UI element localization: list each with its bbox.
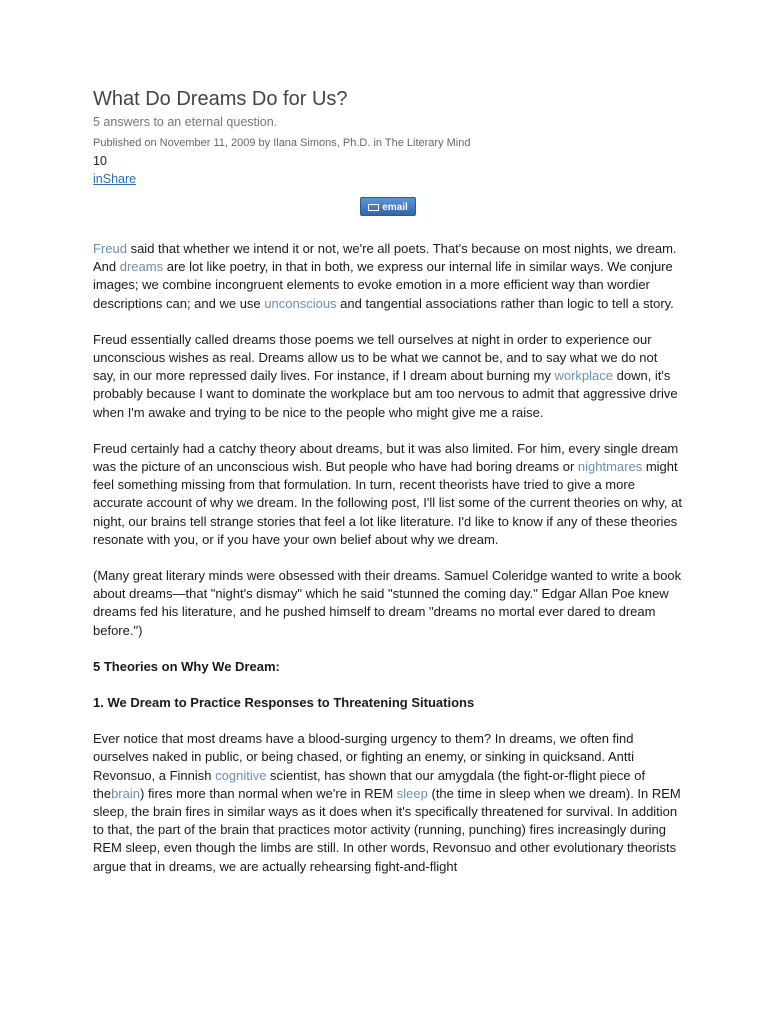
article-title: What Do Dreams Do for Us?: [93, 88, 348, 110]
article-column: [93, 86, 683, 894]
article-body: [93, 240, 683, 876]
link-brain[interactable]: brain: [111, 785, 140, 801]
article-byline: Published on November 11, 2009 by Ilana Simons, Ph.D. in The Literary Mind: [93, 137, 471, 149]
envelope-icon: [368, 204, 379, 211]
paragraph-1: Freud said that whether we intend it or not, we're all poets. That's because on most nights, we dream. And dreams are lot like poetry, in that in both, we express our internal life in similar ways. We conjure images; we combine incongruent elements to evoke emotion in a more efficient way than wordier descriptions can; and we use unconscious and tangential associations rather than logic to tell a story.: [93, 241, 677, 311]
share-count: 10: [93, 154, 107, 168]
email-button-label: email: [382, 202, 408, 213]
section-heading: 5 Theories on Why We Dream:: [93, 658, 280, 674]
link-sleep[interactable]: sleep: [396, 785, 428, 801]
paragraph-4: (Many great literary minds were obsessed with their dreams. Samuel Coleridge wanted to write a book about dreams—that "night's dismay" which he said "stunned the coming day." Edgar Allan Poe knew dreams fed his literature, and he pushed himself to dream "dreams no mortal ever dared to dream before."): [93, 568, 682, 638]
link-nightmares[interactable]: nightmares: [577, 459, 643, 475]
inshare-link[interactable]: inShare: [93, 172, 137, 186]
paragraph-5: Ever notice that most dreams have a blood-surging urgency to them? In dreams, we often find ourselves naked in public, or being chased, or fighting an enemy, or sinking in quicksand. Antti Revonsuo, a Finnish cognitive scientist, has shown that our amygdala (the fight-or-flight piece of thebrain) fires more than normal when we're in REM sleep (the time in sleep when we dream). In REM sleep, the brain fires in similar ways as it does when it's specifically threatened for survival. In addition to that, the part of the brain that practices motor activity (running, punching) fires increasingly during REM sleep, even though the limbs are still. In other words, Revonsuo and other evolutionary theorists argue that in dreams, we are actually rehearsing fight-and-flight: [93, 731, 681, 874]
link-dreams[interactable]: dreams: [119, 259, 164, 275]
email-button-wrap: [93, 197, 683, 216]
email-button[interactable]: [360, 197, 416, 216]
article-subtitle: 5 answers to an eternal question.: [93, 115, 278, 129]
theory-1-heading: 1. We Dream to Practice Responses to Threatening Situations: [93, 695, 475, 711]
link-cognitive[interactable]: cognitive: [215, 767, 267, 783]
link-freud[interactable]: Freud: [93, 241, 127, 256]
link-workplace[interactable]: workplace: [554, 368, 613, 384]
paragraph-3: Freud certainly had a catchy theory about dreams, but it was also limited. For him, every single dream was the picture of an unconscious wish. But people who have had boring dreams or nightmares might feel something missing from that formulation. In turn, recent theorists have tried to give a more accurate account of why we dream. In the following post, I'll list some of the current theories on why, at night, our brains tell strange stories that feel a lot like literature. I'd like to know if any of these theories resonate with you, or if you have your own belief about why we dream.: [93, 440, 682, 547]
link-unconscious[interactable]: unconscious: [264, 295, 337, 311]
paragraph-2: Freud essentially called dreams those poems we tell ourselves at night in order to experience our unconscious wishes as real. Dreams allow us to be what we cannot be, and to say what we do not say, in our more repressed daily lives. For instance, if I dream about burning my workplace down, it's probably because I want to dominate the workplace but am too nervous to admit that aggressive drive when I'm awake and trying to be nice to the people who might give me a raise.: [93, 331, 678, 420]
